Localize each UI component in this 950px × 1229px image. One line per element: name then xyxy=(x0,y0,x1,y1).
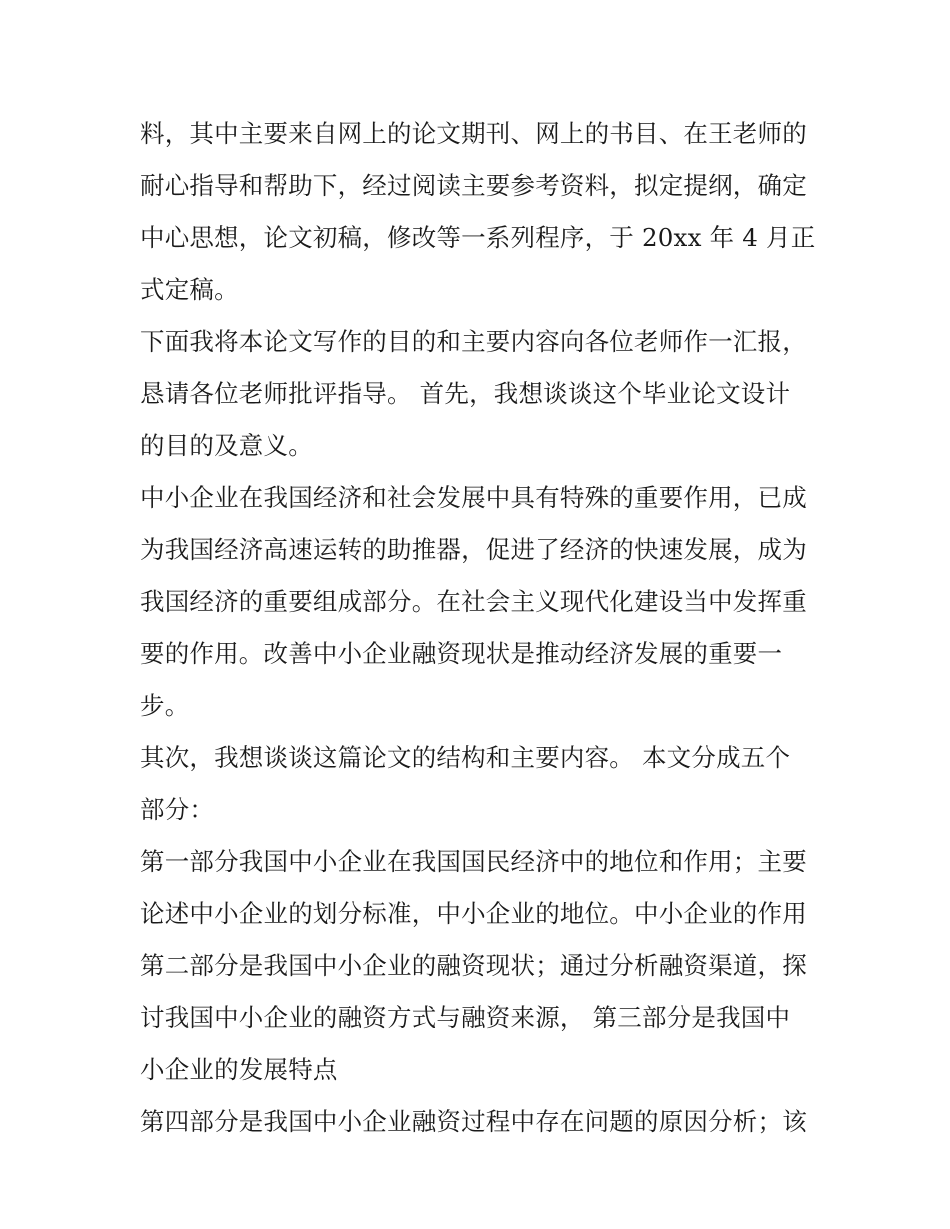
text-line: 的目的及意义。 xyxy=(140,431,313,460)
text-line: 下面我将本论文写作的目的和主要内容向各位老师作一汇报， xyxy=(140,327,807,356)
text-line: 步。 xyxy=(140,691,190,720)
text-line: 小企业的发展特点 xyxy=(140,1055,338,1084)
text-line: 我国经济的重要组成部分。在社会主义现代化建设当中发挥重 xyxy=(140,587,807,616)
text-line: 耐心指导和帮助下，经过阅读主要参考资料，拟定提纲，确定 xyxy=(140,171,807,200)
text-line: 要的作用。改善中小企业融资现状是推动经济发展的重要一 xyxy=(140,639,783,668)
text-line: 为我国经济高速运转的助推器，促进了经济的快速发展，成为 xyxy=(140,535,807,564)
document-body xyxy=(140,108,820,1148)
text-line: 中心思想，论文初稿，修改等一系列程序，于 20xx 年 4 月正 xyxy=(140,223,816,252)
text-line: 第一部分我国中小企业在我国国民经济中的地位和作用；主要 xyxy=(140,847,807,876)
text-line: 第二部分是我国中小企业的融资现状；通过分析融资渠道，探 xyxy=(140,951,807,980)
text-line: 料，其中主要来自网上的论文期刊、网上的书目、在王老师的 xyxy=(140,119,807,148)
text-line: 其次，我想谈谈这篇论文的结构和主要内容。 本文分成五个 xyxy=(140,743,791,772)
text-line: 论述中小企业的划分标准，中小企业的地位。中小企业的作用 xyxy=(140,899,807,928)
text-line: 式定稿。 xyxy=(140,275,239,304)
text-line: 中小企业在我国经济和社会发展中具有特殊的重要作用，已成 xyxy=(140,483,807,512)
text-line: 恳请各位老师批评指导。 首先，我想谈谈这个毕业论文设计 xyxy=(140,379,791,408)
text-line: 讨我国中小企业的融资方式与融资来源， 第三部分是我国中 xyxy=(140,1003,791,1032)
text-line: 部分： xyxy=(140,795,215,824)
text-line: 第四部分是我国中小企业融资过程中存在问题的原因分析；该 xyxy=(140,1107,807,1136)
